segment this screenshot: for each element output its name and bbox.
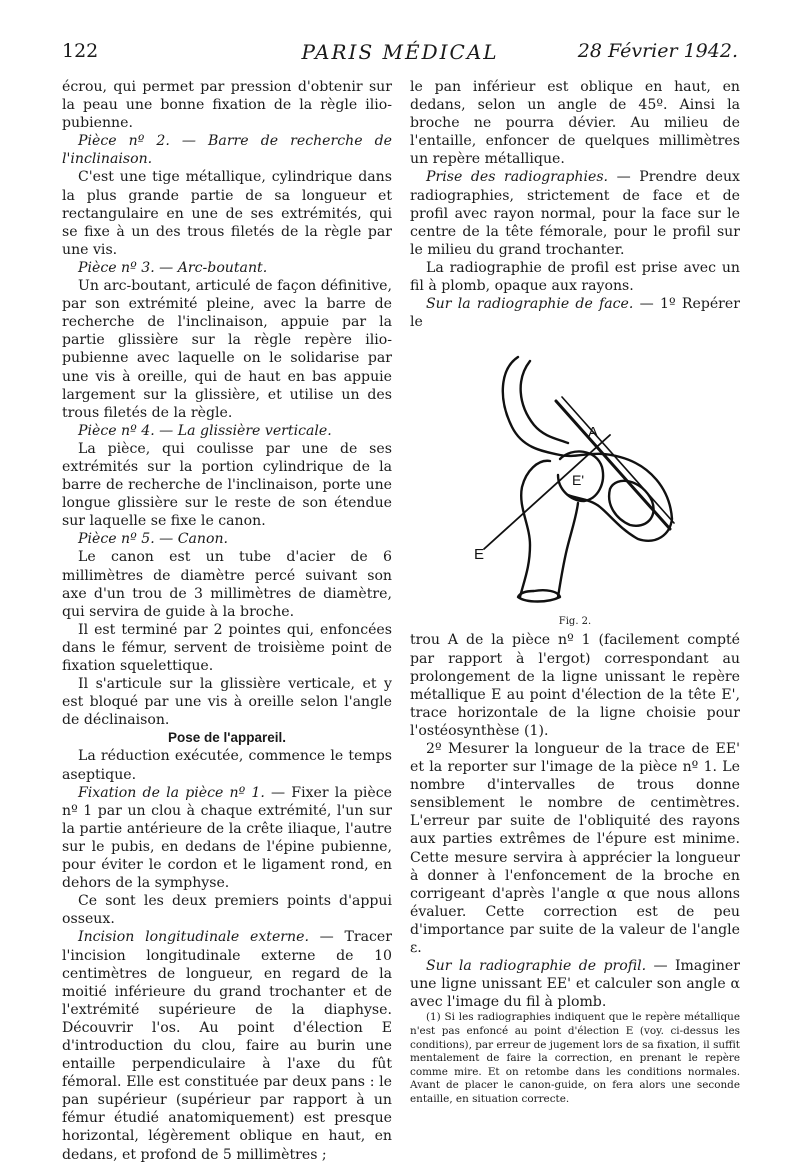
paragraph — [410, 957, 740, 1011]
paragraph-text: — 1º Repérer le — [410, 296, 740, 331]
paragraph — [62, 784, 392, 893]
paragraph — [410, 168, 740, 258]
journal-title: PARIS MÉDICAL — [301, 40, 499, 64]
ilium-inner — [521, 361, 568, 443]
paragraph — [62, 928, 392, 1163]
paragraph: Ce sont les deux premiers points d'appui osseux. — [62, 893, 392, 928]
femur-outline — [520, 461, 550, 597]
footnote: (1) Si les radiographies indiquent que le repère métallique n'est pas enfoncé au point d'élection E (voy. ci-dessus les conditions), par erreur de jugement lors de sa fixation, il suffit mentalement de faire la correction, en prenant le repère comme mire. Et on retombe dans les conditions normales. Avant de placer le canon-guide, on fera alors une seconde entaille, en situation correcte. — [410, 1011, 740, 1105]
issue-date: 28 Février 1942. — [577, 40, 738, 62]
subheading: Incision longitudinale externe. — [78, 929, 309, 946]
subheading: Fixation de la pièce nº 1. — [78, 784, 265, 801]
paragraph-text: — Fixer la pièce nº 1 par un clou à chaque extrémité, l'un sur la partie antérieure de la crête iliaque, l'autre sur le pubis, en dedans de l'épine pubienne, pour éviter le cordon et le ligament rond, en dehors de la symphyse. — [62, 784, 392, 892]
paragraph: 2º Mesurer la longueur de la trace de EE' et la reporter sur l'image de la pièce nº 1. Le nombre d'intervalles de trous donne sensiblement le nombre de centimètres. L'erreur par suite de l'obliquité des rayons aux parties extrêmes de l'épure est minime. Cette mesure servira à apprécier la longueur à donner à l'enfoncement de la broche en corrigeant d'après l'angle α que nous allons évaluer. Cette correction est de peu d'importance par suite de la valeur de l'angle ε. — [410, 740, 740, 956]
paragraph: La pièce, qui coulisse par une de ses extrémités sur la portion cylindrique de la barre de recherche de l'inclinaison, porte une longue glissière sur le reste de son étendue sur laquelle se fixe le canon. — [62, 440, 392, 530]
paragraph: Un arc-boutant, articulé de façon définitive, par son extrémité pleine, avec la barre de recherche de l'inclinaison, appuie par la partie glissière sur la règle repère ilio-pubienne avec laquelle on le solidarise par une vis à oreille, qui de haut en bas appuie largement sur la glissière, et utilise un des trous filetés de la règle. — [62, 278, 392, 421]
label-e: E — [474, 546, 485, 564]
piece-2-heading: Pièce nº 2. — Barre de recherche de l'inclinaison. — [62, 133, 392, 168]
piece-4-heading: Pièce nº 4. — La glissière verticale. — [78, 422, 332, 439]
paragraph: écrou, qui permet par pression d'obtenir sur la peau une bonne fixation de la règle ilio-pubienne. — [62, 79, 392, 132]
paragraph: trou A de la pièce nº 1 (facilement compté par rapport à l'ergot) correspondant au prolongement de la ligne unissant le repère métallique E au point d'élection de la tête E', trace horizontale de la ligne choisie pour l'ostéosynthèse (1). — [410, 632, 740, 739]
paragraph: le pan inférieur est oblique en haut, en dedans, selon un angle de 45º. Ainsi la broche ne pourra dévier. Au milieu de l'entaille, enfoncer de quelques millimètres un repère métallique. — [410, 79, 740, 168]
paragraph: La réduction exécutée, commence le temps aseptique. — [62, 748, 392, 783]
paragraph: Il s'articule sur la glissière verticale, et y est bloqué par une vis à oreille selon l'angle de déclinaison. — [62, 676, 392, 729]
left-column — [62, 78, 392, 1164]
page-header — [62, 40, 738, 70]
femur-base — [518, 591, 560, 602]
subheading: Sur la radiographie de profil. — [426, 958, 647, 975]
piece-5-heading: Pièce nº 5. — Canon. — [78, 531, 229, 548]
hip-radiograph-drawing — [460, 339, 700, 609]
figure-hip-diagram — [410, 339, 740, 609]
paragraph-text: — Prendre deux radiographies, strictement de face et de profil avec rayon normal, pour la face sur le centre de la tête fémorale, pour le profil sur le milieu du grand trochanter. — [410, 169, 740, 258]
piece-3-heading: Pièce nº 3. — Arc-boutant. — [78, 259, 268, 276]
paragraph: La radiographie de profil est prise avec un fil à plomb, opaque aux rayons. — [410, 259, 740, 295]
label-a: A — [588, 424, 599, 442]
section-title: Pose de l'appareil. — [167, 730, 286, 746]
ilium-outline — [503, 357, 672, 541]
figure-caption: Fig. 2. — [558, 616, 592, 628]
femur-medial — [558, 503, 578, 597]
paragraph: Le canon est un tube d'acier de 6 millimètres de diamètre percé suivant son axe d'un trou de 3 millimètres de diamètre, qui servira de guide à la broche. — [62, 549, 392, 620]
paragraph-text: — Imaginer une ligne unissant EE' et calculer son angle α avec l'image du fil à plomb. — [410, 958, 740, 1011]
label-e-prime: E' — [572, 472, 585, 489]
subheading: Sur la radiographie de face. — [426, 296, 634, 313]
paragraph: C'est une tige métallique, cylindrique dans la plus grande partie de sa longueur et rectangulaire en une de ses extrémités, qui se fixe à un des trous filetés de la règle par une vis. — [62, 169, 392, 258]
paragraph-text: — Tracer l'incision longitudinale externe de 10 centimètres de longueur, en regard de la moitié inférieure du grand trochanter et de l'extrémité supérieure de la diaphyse. Découvrir l'os. Au point d'élection E d'introduction du clou, faire au burin une entaille perpendiculaire à l'axe du fût fémoral. Elle est constituée par deux pans : le pan supérieur (supérieur par rapport à un fémur étudié anatomiquement) est presque horizontal, légèrement oblique en haut, en dedans, et profond de 5 millimètres ; — [62, 929, 392, 1163]
right-column — [410, 78, 740, 1107]
paragraph: Il est terminé par 2 pointes qui, enfoncées dans le fémur, servent de troisième point de fixation squelettique. — [62, 621, 392, 674]
paragraph — [410, 295, 740, 331]
page-number: 122 — [62, 40, 99, 62]
subheading: Prise des radiographies. — [426, 169, 609, 186]
